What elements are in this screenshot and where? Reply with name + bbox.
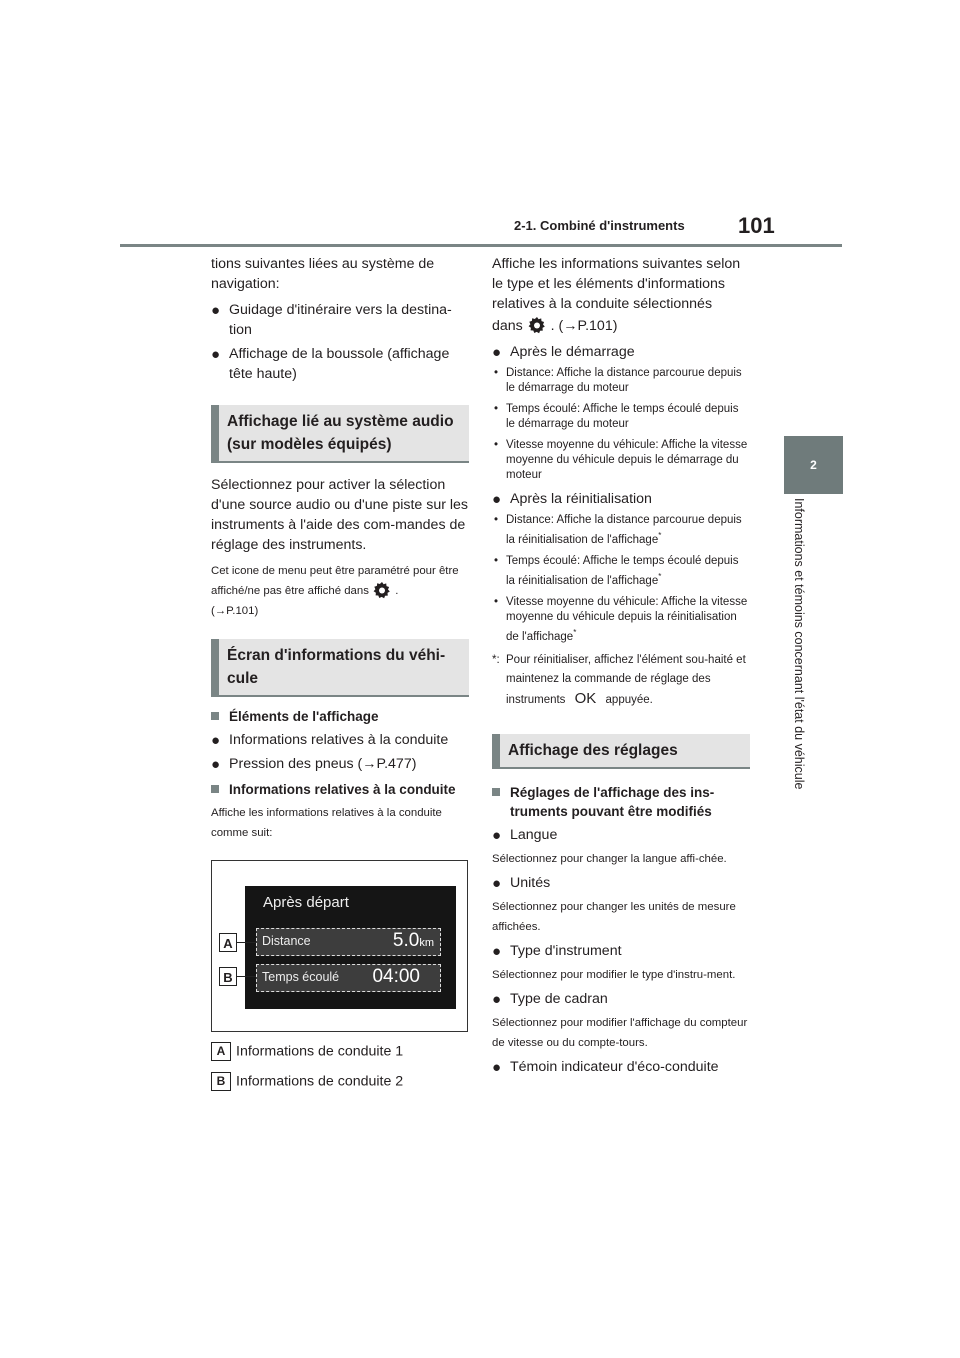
legend-text: Informations de conduite 2 bbox=[236, 1073, 404, 1090]
list-item bbox=[492, 825, 750, 845]
chapter-title: Informations et témoins concernant l'état du véhicule bbox=[792, 498, 806, 790]
callout-line bbox=[237, 976, 256, 977]
list-item-text: Informations relatives à la conduite bbox=[229, 732, 449, 749]
instrument-screen bbox=[245, 886, 456, 1009]
square-bullet-icon bbox=[211, 712, 219, 720]
list-item bbox=[492, 989, 750, 1009]
subheading-text: Informations relatives à la conduite bbox=[229, 782, 456, 798]
bullet-icon: • bbox=[494, 367, 499, 380]
bullet-icon: ● bbox=[492, 990, 502, 1008]
info-row-value bbox=[393, 930, 434, 952]
bullet-icon: ● bbox=[492, 491, 502, 509]
info-row-a bbox=[256, 928, 441, 956]
footnote-text: Pour réinitialiser, affichez l'élément sou-haité et maintenez la commande de réglage des instruments bbox=[506, 653, 746, 706]
page-number: 101 bbox=[738, 213, 775, 238]
footnote bbox=[492, 651, 750, 710]
list-item bbox=[492, 342, 750, 362]
bullet-icon: ● bbox=[492, 826, 502, 844]
bullet-icon: ● bbox=[211, 732, 221, 750]
intro-ref-text: dans bbox=[492, 318, 523, 334]
list-item-text: Après le démarrage bbox=[510, 344, 635, 361]
square-bullet-icon bbox=[211, 785, 219, 793]
callout-a: A bbox=[219, 933, 237, 952]
setting-description: Sélectionnez pour changer les unités de mesure affichées. bbox=[492, 900, 736, 933]
square-bullet-icon bbox=[492, 788, 500, 796]
audio-description: Sélectionnez pour activer la sélection d'une source audio ou d'une piste sur les instruments à l'aide des com-mandes de réglage des instruments. bbox=[211, 477, 469, 553]
audio-note-text: Cet icone de menu peut être paramétré pour être affiché/ne pas être affiché dans bbox=[211, 565, 459, 598]
bullet-icon: ● bbox=[492, 874, 502, 892]
list-item bbox=[211, 344, 469, 384]
legend-item-b bbox=[211, 1072, 403, 1091]
sub-item-text: Vitesse moyenne du véhicule: Affiche la vitesse moyenne du véhicule depuis le démarrage du moteur bbox=[506, 439, 748, 482]
bullet-icon: • bbox=[494, 403, 499, 416]
sub-item-text: Vitesse moyenne du véhicule: Affiche la vitesse moyenne du véhicule depuis la réinitialisation de l'affichage bbox=[506, 595, 748, 643]
legend-text: Informations de conduite 1 bbox=[236, 1043, 404, 1060]
bullet-icon: ● bbox=[211, 756, 221, 774]
right-column bbox=[492, 254, 750, 1081]
gear-icon bbox=[372, 581, 392, 601]
intro-ref-page: . (→P.101) bbox=[550, 318, 618, 334]
legend-letter: A bbox=[211, 1042, 231, 1061]
setting-description: Sélectionnez pour modifier le type d'instru-ment. bbox=[492, 968, 736, 981]
setting-name: Témoin indicateur d'éco-conduite bbox=[510, 1058, 719, 1075]
footnote-mark: * bbox=[573, 627, 577, 637]
info-row-value: 04:00 bbox=[372, 966, 420, 987]
distance-value: 5.0 bbox=[392, 930, 420, 951]
intro-text: tions suivantes liées au système de navigation: bbox=[211, 256, 435, 292]
gear-icon bbox=[527, 316, 547, 336]
info-row-b bbox=[256, 964, 441, 992]
driving-description: Affiche les informations relatives à la conduite comme suit: bbox=[211, 807, 442, 840]
heading-vehicle-info: Écran d'informations du véhi-cule bbox=[211, 639, 469, 697]
setting-name: Type de cadran bbox=[510, 990, 608, 1007]
setting-description: Sélectionnez pour modifier l'affichage du compteur de vitesse ou du compte-tours. bbox=[492, 1016, 748, 1049]
subheading-display-items bbox=[211, 707, 469, 726]
list-item-text: Guidage d'itinéraire vers la destina-tion bbox=[229, 302, 452, 338]
intro-text: Affiche les informations suivantes selon le type et les éléments d'informations relatives à la conduite sélectionnés bbox=[492, 256, 741, 312]
sub-item-text: Distance: Affiche la distance parcourue depuis la réinitialisation de l'affichage bbox=[506, 514, 742, 547]
sub-item bbox=[492, 595, 750, 645]
bullet-icon: • bbox=[494, 555, 499, 568]
info-row-label: Temps écoulé bbox=[262, 970, 340, 984]
bullet-icon: • bbox=[494, 595, 499, 608]
list-item bbox=[211, 754, 469, 774]
list-item bbox=[492, 489, 750, 509]
callout-line bbox=[237, 942, 256, 943]
page-reference: (→P.101) bbox=[211, 605, 259, 618]
subheading-driving-info bbox=[211, 780, 469, 799]
list-item bbox=[492, 941, 750, 961]
list-item-text: Après la réinitialisation bbox=[510, 491, 652, 508]
sub-item bbox=[492, 513, 750, 548]
legend-item-a bbox=[211, 1042, 403, 1061]
sub-item-text: Temps écoulé: Affiche le temps écoulé depuis la réinitialisation de l'affichage bbox=[506, 555, 739, 587]
bullet-icon: • bbox=[494, 514, 499, 527]
audio-note bbox=[211, 561, 469, 601]
list-item bbox=[492, 1057, 750, 1077]
setting-description: Sélectionnez pour changer la langue affi-chée. bbox=[492, 852, 727, 865]
ok-button-icon: OK bbox=[574, 689, 597, 707]
bullet-icon: ● bbox=[492, 344, 502, 362]
audio-note-end: . bbox=[395, 585, 399, 598]
sub-item bbox=[492, 402, 750, 432]
display-illustration bbox=[211, 860, 468, 1032]
bullet-icon: ● bbox=[492, 942, 502, 960]
intro-reference bbox=[492, 316, 750, 336]
bullet-icon: ● bbox=[211, 302, 221, 319]
sub-item-text: Temps écoulé: Affiche le temps écoulé depuis le démarrage du moteur bbox=[506, 403, 739, 431]
chapter-tab bbox=[784, 436, 843, 494]
footnote-end: appuyée. bbox=[605, 693, 653, 706]
setting-name: Langue bbox=[510, 826, 558, 843]
subheading-text: Éléments de l'affichage bbox=[229, 709, 379, 725]
setting-name: Type d'instrument bbox=[510, 942, 622, 959]
sub-item bbox=[492, 438, 750, 483]
info-row-label: Distance bbox=[262, 934, 311, 948]
list-item-text: Affichage de la boussole (affichage tête haute) bbox=[229, 346, 450, 382]
footnote-mark: * bbox=[658, 572, 662, 582]
list-item bbox=[211, 300, 469, 340]
sub-item bbox=[492, 366, 750, 396]
distance-unit: km bbox=[419, 937, 434, 949]
section-title: 2-1. Combiné d'instruments bbox=[514, 218, 685, 233]
heading-settings-display: Affichage des réglages bbox=[492, 734, 750, 769]
screen-title: Après départ bbox=[263, 894, 349, 911]
bullet-icon: ● bbox=[211, 346, 221, 363]
list-item-text: Pression des pneus (→P.477) bbox=[229, 756, 417, 773]
bullet-icon: • bbox=[494, 439, 499, 452]
sub-item-text: Distance: Affiche la distance parcourue depuis le démarrage du moteur bbox=[506, 367, 742, 395]
list-item bbox=[211, 730, 469, 750]
bullet-icon: ● bbox=[492, 1058, 502, 1076]
callout-b: B bbox=[219, 967, 237, 986]
subheading-settings bbox=[492, 783, 750, 821]
setting-name: Unités bbox=[510, 874, 551, 891]
list-item bbox=[492, 873, 750, 893]
header-divider bbox=[120, 244, 842, 247]
chapter-number: 2 bbox=[810, 458, 817, 472]
heading-audio-display: Affichage lié au système audio (sur modèles équipés) bbox=[211, 405, 469, 463]
left-column bbox=[211, 254, 469, 843]
footnote-mark: * bbox=[658, 531, 662, 541]
sub-item bbox=[492, 554, 750, 589]
legend-letter: B bbox=[211, 1072, 231, 1091]
subheading-text: Réglages de l'affichage des ins-truments pouvant être modifiés bbox=[510, 784, 715, 819]
footnote-mark: *: bbox=[492, 653, 500, 666]
